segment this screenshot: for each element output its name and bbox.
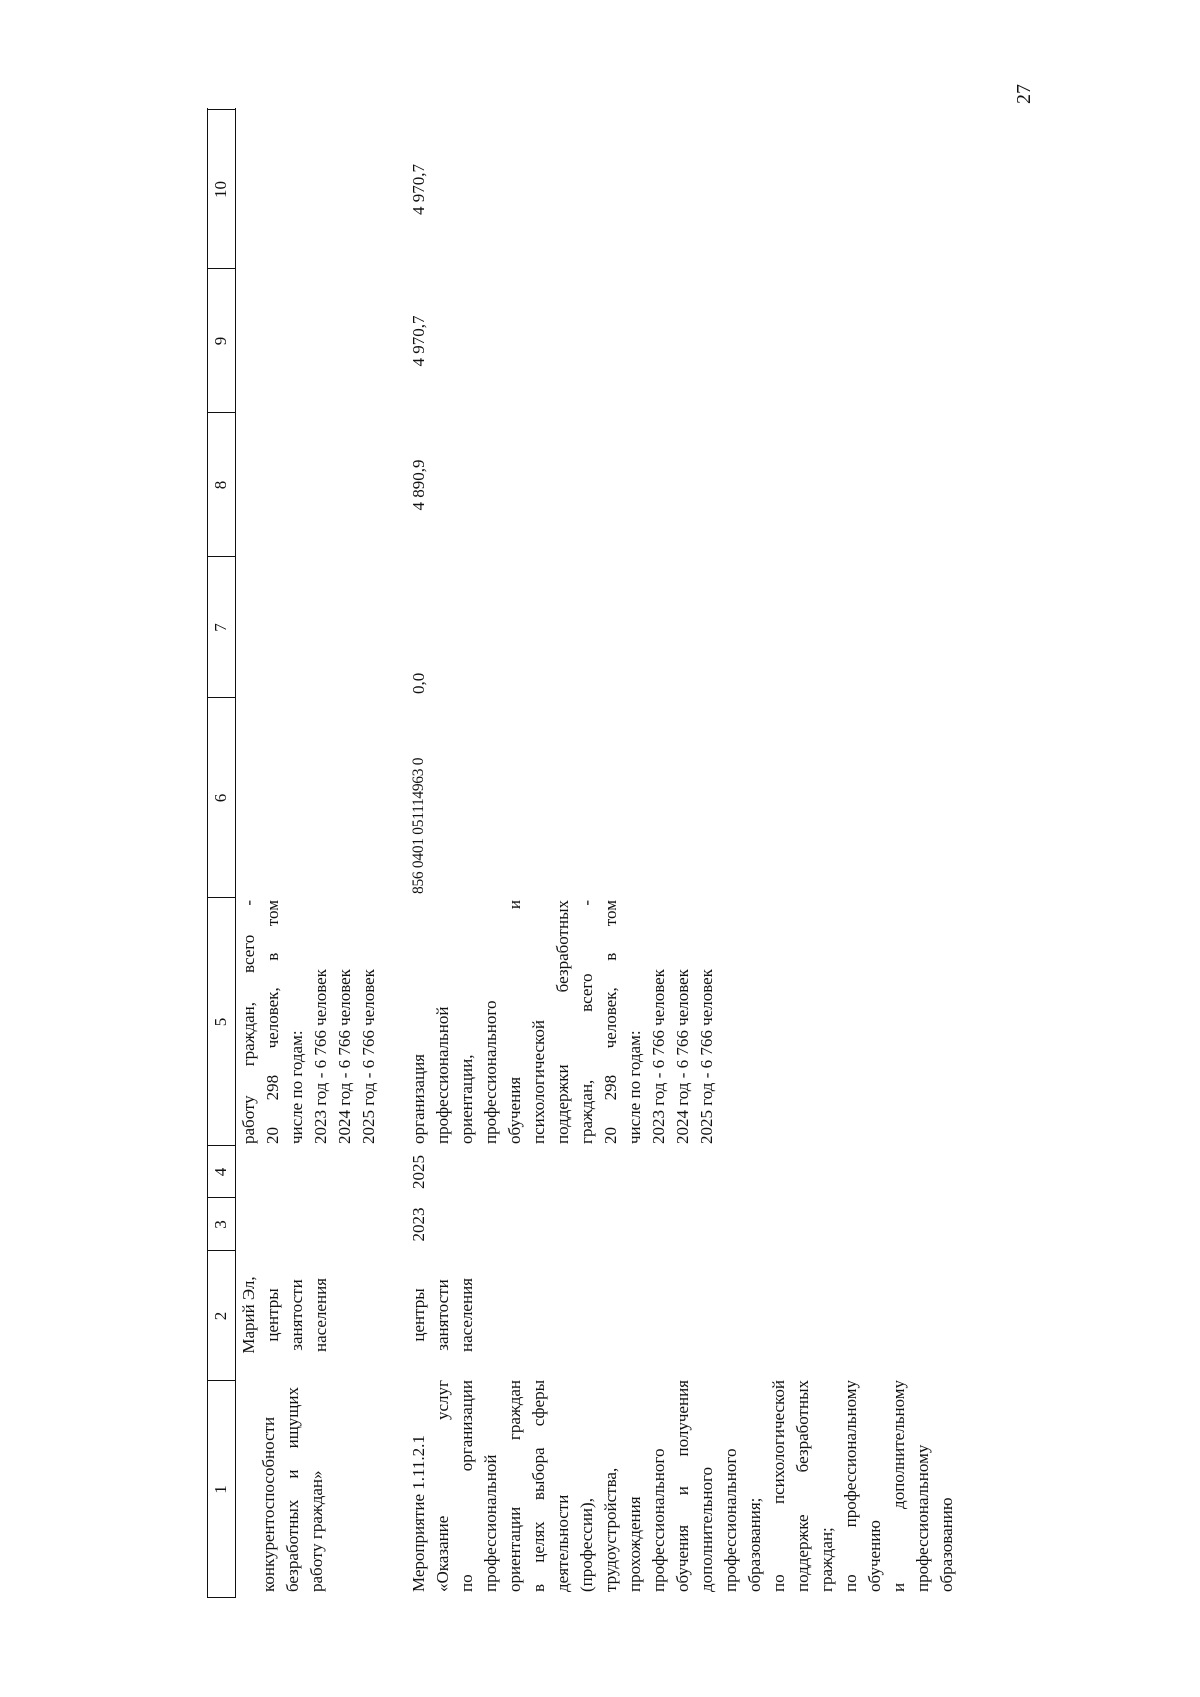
text-line: 2024 год - 6 766 человек bbox=[673, 969, 692, 1144]
row1-description bbox=[257, 1387, 329, 1592]
text-line: занятости bbox=[287, 1279, 306, 1351]
column-header: 7 bbox=[211, 623, 230, 632]
text-line: профессионального bbox=[721, 1448, 740, 1592]
text-line: числе по годам: bbox=[625, 1030, 644, 1144]
text-line: и дополнительному bbox=[889, 1380, 908, 1592]
text-line: центры bbox=[263, 1288, 282, 1342]
row2-value-col10: 4 970,7 bbox=[409, 164, 428, 215]
text-line: образованию bbox=[937, 1497, 956, 1592]
text-line: работу граждан» bbox=[307, 1470, 326, 1592]
text-line: по профессиональному bbox=[841, 1380, 860, 1592]
text-line: обучения и получения bbox=[673, 1380, 692, 1592]
text-line: прохождения bbox=[625, 1496, 644, 1592]
row2-executor bbox=[407, 1251, 479, 1379]
text-line: поддержки безработных bbox=[553, 900, 572, 1144]
row2-value-col7: 0,0 bbox=[409, 672, 428, 694]
text-line: 2024 год - 6 766 человек bbox=[335, 969, 354, 1144]
text-line: обучения и bbox=[505, 900, 524, 1144]
text-line: дополнительного bbox=[697, 1466, 716, 1592]
text-line: по психологической bbox=[769, 1380, 788, 1592]
text-line: психологической bbox=[529, 1020, 548, 1144]
text-line: 20 298 человек, в том bbox=[263, 900, 282, 1144]
page-number: 27 bbox=[1013, 84, 1035, 104]
text-line: обучению bbox=[865, 1520, 884, 1592]
row2-value-col9: 4 970,7 bbox=[409, 315, 428, 367]
text-line: центры bbox=[409, 1288, 428, 1342]
text-line: профессионального bbox=[481, 1000, 500, 1144]
budget-table bbox=[207, 108, 1002, 1598]
row2-end-year: 2025 bbox=[409, 1155, 428, 1189]
column-header: 3 bbox=[211, 1220, 230, 1229]
column-header: 8 bbox=[211, 480, 230, 490]
text-line: профессионального bbox=[649, 1448, 668, 1592]
text-line: населения bbox=[311, 1278, 330, 1352]
text-line: занятости bbox=[433, 1279, 452, 1351]
text-line: 20 298 человек, в том bbox=[601, 900, 620, 1144]
row1-result bbox=[237, 900, 381, 1144]
text-line: (профессии), bbox=[577, 1498, 596, 1592]
text-line: профессиональной bbox=[481, 1454, 500, 1592]
text-line: профессиональному bbox=[913, 1444, 932, 1592]
text-line: Мероприятие 1.11.2.1 bbox=[409, 1435, 428, 1592]
column-header: 1 bbox=[211, 1485, 230, 1494]
text-line: образования; bbox=[745, 1497, 764, 1592]
text-line: трудоустройства, bbox=[601, 1467, 620, 1592]
text-line: работу граждан, всего - bbox=[239, 900, 258, 1144]
text-line: в целях выбора сферы bbox=[529, 1380, 548, 1592]
column-header: 6 bbox=[211, 793, 230, 803]
text-line: конкурентоспособности bbox=[259, 1416, 278, 1592]
row2-start-year: 2023 bbox=[409, 1207, 428, 1242]
text-line: граждан; bbox=[817, 1527, 836, 1592]
text-line: по организации bbox=[457, 1380, 476, 1592]
row1-executor bbox=[237, 1251, 333, 1379]
text-line: 2023 год - 6 766 человек bbox=[311, 969, 330, 1144]
text-line: 2023 год - 6 766 человек bbox=[649, 969, 668, 1144]
text-line: Марий Эл, bbox=[239, 1276, 258, 1354]
text-line: поддержке безработных bbox=[793, 1380, 812, 1592]
text-line: организация bbox=[409, 1054, 428, 1144]
text-line: 2025 год - 6 766 человек bbox=[359, 969, 378, 1144]
text-line: «Оказание услуг bbox=[433, 1380, 452, 1592]
text-line: населения bbox=[457, 1278, 476, 1352]
text-line: профессиональной bbox=[433, 1006, 452, 1144]
table-header-rule bbox=[235, 108, 236, 1598]
text-line: граждан, всего - bbox=[577, 900, 596, 1144]
column-header: 5 bbox=[211, 1017, 230, 1027]
text-line: деятельности bbox=[553, 1494, 572, 1592]
row2-result bbox=[407, 900, 719, 1144]
text-line: ориентации, bbox=[457, 1054, 476, 1144]
text-line: ориентации граждан bbox=[505, 1380, 524, 1592]
column-header: 9 bbox=[211, 336, 230, 346]
column-header: 10 bbox=[211, 181, 230, 198]
row2-budget-code: 856 0401 051114963 0 bbox=[410, 757, 427, 894]
text-line: 2025 год - 6 766 человек bbox=[697, 969, 716, 1144]
row2-value-col8: 4 890,9 bbox=[409, 459, 428, 511]
text-line: числе по годам: bbox=[287, 1030, 306, 1144]
column-header: 4 bbox=[211, 1167, 230, 1177]
text-line: безработных и ищущих bbox=[283, 1387, 302, 1592]
row2-description bbox=[407, 1380, 959, 1592]
column-header: 2 bbox=[211, 1311, 230, 1321]
